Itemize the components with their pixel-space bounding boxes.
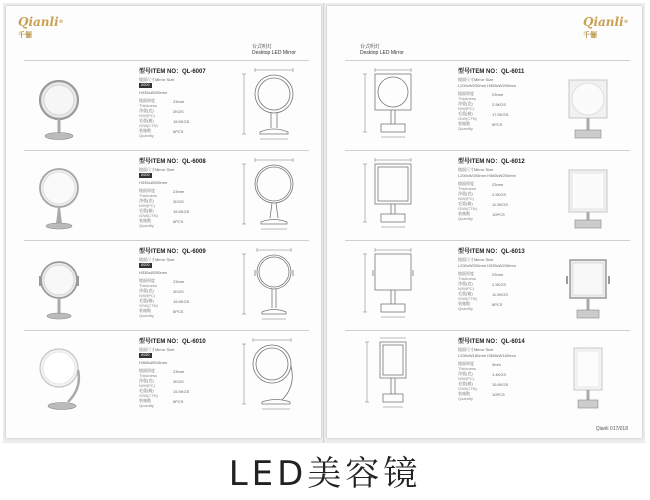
net-weight-sublabel: N/W(PC)	[139, 383, 155, 388]
spec-block	[458, 248, 556, 311]
net-weight-sublabel: N/W(PC)	[139, 113, 155, 118]
catalog-spread	[3, 3, 645, 443]
page-header	[360, 44, 404, 56]
page-header	[252, 44, 296, 56]
spec-block	[458, 68, 556, 131]
quantity-param	[458, 301, 556, 311]
gross-weight-sublabel: G/W(CTN)	[139, 303, 158, 308]
thickness-sublabel: Thickness	[139, 283, 158, 288]
row-divider	[345, 150, 630, 151]
gross-weight-value: 15.5KGS	[173, 299, 190, 304]
thickness-value: 23mm	[173, 369, 185, 374]
technical-drawing	[234, 156, 310, 236]
quantity-label: 装箱数	[139, 398, 151, 403]
net-weight-sublabel: N/W(PC)	[458, 106, 474, 111]
thickness-label: 镜面厚度	[139, 188, 155, 193]
mirror-dimensions: H368xØ315mm	[139, 360, 168, 365]
product-photo	[34, 346, 84, 414]
thickness-value: 23mm	[173, 189, 185, 194]
quantity-sublabel: Quantity	[458, 216, 473, 221]
thickness-param	[139, 368, 237, 378]
quantity-sublabel: Quantity	[139, 313, 154, 318]
net-weight-sublabel: N/W(PC)	[458, 196, 474, 201]
thickness-value: 23mm	[173, 99, 185, 104]
thickness-sublabel: Thickness	[139, 193, 158, 198]
row-divider	[345, 60, 630, 61]
thickness-label: 镜面厚度	[139, 368, 155, 373]
mirror-dimensions: L200xW200mm H335xW230mm	[458, 263, 516, 268]
thickness-label: 镜面厚度	[458, 271, 474, 276]
quantity-sublabel: Quantity	[139, 133, 154, 138]
row-divider	[24, 60, 309, 61]
page-header-en: Desktop LED Mirror	[252, 50, 296, 56]
item-number: 型号ITEM NO：QL-6014	[458, 339, 525, 345]
gross-weight-label: 毛重(箱)	[139, 118, 154, 123]
product-photo	[563, 346, 613, 414]
net-weight-value: 2KGS	[173, 109, 184, 114]
gross-weight-value: 15.5KGS	[173, 119, 190, 124]
image-caption: LED美容镜	[228, 454, 422, 494]
thickness-param	[139, 98, 237, 108]
gross-weight-sublabel: G/W(CTN)	[139, 393, 158, 398]
quantity-label: 装箱数	[139, 308, 151, 313]
thickness-value: 23mm	[492, 272, 504, 277]
quantity-value: 6PCS	[173, 399, 184, 404]
net-weight-label: 净重(克)	[139, 378, 154, 383]
net-weight-param	[458, 191, 556, 201]
left-page	[6, 6, 321, 438]
quantity-param	[139, 218, 237, 228]
net-weight-sublabel: N/W(PC)	[458, 376, 474, 381]
gross-weight-param	[139, 118, 237, 128]
quantity-value: 6PCS	[173, 129, 184, 134]
spec-block	[139, 158, 237, 228]
product-row	[345, 150, 630, 240]
quantity-value: 6PCS	[173, 219, 184, 224]
catalog-spine	[323, 3, 325, 443]
quantity-label: 装箱数	[139, 128, 151, 133]
technical-drawing	[234, 336, 310, 416]
thickness-value: 23mm	[492, 92, 504, 97]
thickness-sublabel: Thickness	[139, 373, 158, 378]
size-badge: Ø250	[141, 353, 150, 357]
thickness-sublabel: Thickness	[458, 96, 477, 101]
gross-weight-label: 毛重(箱)	[139, 208, 154, 213]
thickness-sublabel: Thickness	[139, 103, 158, 108]
thickness-sublabel: Thickness	[458, 366, 477, 371]
thickness-param	[458, 91, 556, 101]
product-photo	[34, 76, 84, 144]
spec-block	[139, 248, 237, 318]
thickness-param	[458, 361, 556, 371]
quantity-param	[458, 121, 556, 131]
technical-drawing	[353, 336, 429, 416]
net-weight-param	[139, 378, 237, 388]
gross-weight-sublabel: G/W(CTN)	[458, 296, 477, 301]
logo-text: Qianli	[583, 15, 624, 29]
quantity-label: 装箱数	[139, 218, 151, 223]
item-number: 型号ITEM NO：QL-6012	[458, 159, 525, 165]
thickness-param	[139, 188, 237, 198]
net-weight-sublabel: N/W(PC)	[139, 203, 155, 208]
gross-weight-value: 17.5KGS	[492, 112, 509, 117]
row-divider	[24, 330, 309, 331]
quantity-value: 10PCS	[492, 392, 505, 397]
mirror-size-label: 镜面尺寸Mirror Size	[458, 167, 494, 172]
product-row	[345, 60, 630, 150]
gross-weight-param	[458, 291, 556, 301]
item-number: 型号ITEM NO：QL-6011	[458, 69, 525, 75]
gross-weight-param	[139, 298, 237, 308]
thickness-label: 镜面厚度	[458, 361, 474, 366]
logo-text: Qianli	[18, 15, 59, 29]
logo-reg-mark: ®	[58, 19, 64, 25]
quantity-value: 6PCS	[492, 122, 503, 127]
row-divider	[24, 240, 309, 241]
logo-cn: 千俪	[18, 30, 32, 39]
net-weight-label: 净重(克)	[458, 371, 473, 376]
mirror-size-label: 镜面尺寸Mirror Size	[139, 257, 175, 262]
quantity-value: 6PCS	[492, 302, 503, 307]
product-row	[24, 240, 309, 330]
thickness-param	[458, 271, 556, 281]
technical-drawing	[353, 156, 429, 236]
thickness-label: 镜面厚度	[458, 91, 474, 96]
gross-weight-param	[139, 208, 237, 218]
net-weight-label: 净重(克)	[139, 198, 154, 203]
gross-weight-value: 15.5KGS	[173, 389, 190, 394]
technical-drawing	[234, 66, 310, 146]
thickness-param	[139, 278, 237, 288]
quantity-sublabel: Quantity	[458, 126, 473, 131]
quantity-param	[458, 211, 556, 221]
product-photo	[563, 256, 613, 324]
quantity-label: 装箱数	[458, 391, 470, 396]
logo-reg-mark: ®	[623, 19, 629, 25]
quantity-label: 装箱数	[458, 301, 470, 306]
mirror-dimensions: H335xØ200mm	[139, 180, 168, 185]
gross-weight-param	[139, 388, 237, 398]
right-page	[327, 6, 642, 438]
mirror-size-label: 镜面尺寸Mirror Size	[458, 347, 494, 352]
mirror-size-label: 镜面尺寸Mirror Size	[139, 167, 175, 172]
quantity-sublabel: Quantity	[458, 396, 473, 401]
spec-block	[139, 338, 237, 408]
logo-cn: 千俪	[583, 30, 597, 39]
gross-weight-value: 15.6KGS	[492, 382, 509, 387]
gross-weight-value: 15.5KGS	[173, 209, 190, 214]
gross-weight-sublabel: G/W(CTN)	[139, 213, 158, 218]
net-weight-sublabel: N/W(PC)	[458, 286, 474, 291]
gross-weight-label: 毛重(箱)	[458, 291, 473, 296]
spec-block	[139, 68, 237, 138]
net-weight-value: 2KGS	[173, 289, 184, 294]
gross-weight-param	[458, 381, 556, 391]
item-number: 型号ITEM NO：QL-6013	[458, 249, 525, 255]
gross-weight-label: 毛重(箱)	[458, 381, 473, 386]
net-weight-sublabel: N/W(PC)	[139, 293, 155, 298]
gross-weight-sublabel: G/W(CTN)	[458, 206, 477, 211]
product-photo	[563, 76, 613, 144]
product-photo	[34, 256, 84, 324]
mirror-size-label: 镜面尺寸Mirror Size	[139, 347, 175, 352]
page-number: Qianli 017/018	[595, 426, 628, 432]
quantity-value: 6PCS	[173, 309, 184, 314]
net-weight-param	[139, 198, 237, 208]
thickness-sublabel: Thickness	[458, 186, 477, 191]
product-photo	[563, 166, 613, 234]
gross-weight-sublabel: G/W(CTN)	[458, 116, 477, 121]
thickness-label: 镜面厚度	[139, 278, 155, 283]
technical-drawing	[353, 66, 429, 146]
quantity-sublabel: Quantity	[458, 306, 473, 311]
product-row	[345, 240, 630, 330]
gross-weight-label: 毛重(箱)	[139, 298, 154, 303]
gross-weight-param	[458, 111, 556, 121]
quantity-label: 装箱数	[458, 121, 470, 126]
net-weight-param	[139, 288, 237, 298]
quantity-sublabel: Quantity	[139, 403, 154, 408]
row-divider	[345, 330, 630, 331]
size-badge: Ø200	[141, 83, 150, 87]
item-number: 型号ITEM NO：QL-6008	[139, 159, 206, 165]
thickness-param	[458, 181, 556, 191]
technical-drawing	[353, 246, 429, 326]
net-weight-param	[458, 371, 556, 381]
net-weight-param	[458, 281, 556, 291]
product-row	[24, 330, 309, 420]
net-weight-value: 2KGS	[173, 379, 184, 384]
net-weight-value: 2.5KGS	[492, 282, 507, 287]
quantity-value: 10PCS	[492, 212, 505, 217]
gross-weight-param	[458, 201, 556, 211]
net-weight-value: 2.5KGS	[492, 102, 507, 107]
mirror-dimensions: H335xØ200mm	[139, 270, 168, 275]
row-divider	[345, 240, 630, 241]
quantity-sublabel: Quantity	[139, 223, 154, 228]
gross-weight-label: 毛重(箱)	[458, 201, 473, 206]
item-number: 型号ITEM NO：QL-6010	[139, 339, 206, 345]
net-weight-value: 2.5KGS	[492, 192, 507, 197]
size-badge: Ø200	[141, 173, 150, 177]
mirror-size-label: 镜面尺寸Mirror Size	[139, 77, 175, 82]
mirror-dimensions: L200xW200mm H365xW200mm	[458, 83, 516, 88]
mirror-dimensions: L200xW160mm H368xW160mm	[458, 353, 516, 358]
brand-logo	[583, 16, 629, 41]
net-weight-label: 净重(克)	[139, 108, 154, 113]
technical-drawing	[234, 246, 310, 326]
gross-weight-label: 毛重(箱)	[458, 111, 473, 116]
size-badge: Ø200	[141, 263, 150, 267]
product-photo	[34, 166, 84, 234]
gross-weight-value: 11.5KGS	[492, 202, 508, 207]
net-weight-param	[139, 108, 237, 118]
quantity-param	[139, 128, 237, 138]
page-header-en: Desktop LED Mirror	[360, 50, 404, 56]
mirror-size-label: 镜面尺寸Mirror Size	[458, 257, 494, 262]
gross-weight-sublabel: G/W(CTN)	[458, 386, 477, 391]
net-weight-param	[458, 101, 556, 111]
thickness-value: 3mm	[492, 362, 501, 367]
item-number: 型号ITEM NO：QL-6009	[139, 249, 206, 255]
mirror-dimensions: H335xØ200mm	[139, 90, 168, 95]
product-row	[24, 150, 309, 240]
product-row	[24, 60, 309, 150]
brand-logo	[18, 16, 64, 41]
page-header-cn: 台式明灯	[252, 44, 273, 50]
gross-weight-sublabel: G/W(CTN)	[139, 123, 158, 128]
mirror-dimensions: L200xW200mm H365xW200mm	[458, 173, 516, 178]
quantity-param	[458, 391, 556, 401]
mirror-size-label: 镜面尺寸Mirror Size	[458, 77, 494, 82]
spec-block	[458, 338, 556, 401]
page-header-cn: 台式明灯	[360, 44, 381, 50]
quantity-param	[139, 398, 237, 408]
net-weight-label: 净重(克)	[458, 281, 473, 286]
thickness-sublabel: Thickness	[458, 276, 477, 281]
net-weight-label: 净重(克)	[458, 101, 473, 106]
gross-weight-label: 毛重(箱)	[139, 388, 154, 393]
net-weight-value: 1.4KGS	[492, 372, 507, 377]
net-weight-label: 净重(克)	[458, 191, 473, 196]
net-weight-label: 净重(克)	[139, 288, 154, 293]
item-number: 型号ITEM NO：QL-6007	[139, 69, 206, 75]
thickness-label: 镜面厚度	[458, 181, 474, 186]
quantity-label: 装箱数	[458, 211, 470, 216]
thickness-value: 23mm	[173, 279, 185, 284]
row-divider	[24, 150, 309, 151]
quantity-param	[139, 308, 237, 318]
spec-block	[458, 158, 556, 221]
net-weight-value: 2KGS	[173, 199, 184, 204]
thickness-label: 镜面厚度	[139, 98, 155, 103]
thickness-value: 23mm	[492, 182, 504, 187]
product-row	[345, 330, 630, 420]
gross-weight-value: 11.5KGS	[492, 292, 508, 297]
